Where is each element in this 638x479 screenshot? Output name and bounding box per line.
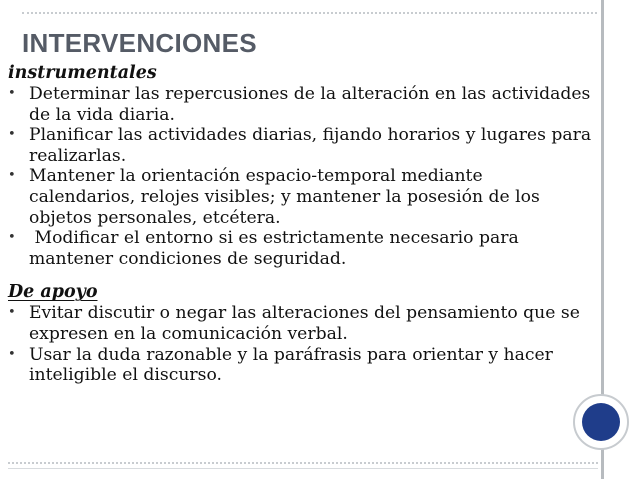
bullet-icon: • [8,346,16,362]
list-item-text: Determinar las repercusiones de la alteración en las actividades de la vida diaria. [29,84,591,125]
bullet-icon: • [8,305,16,321]
section-heading-instrumentales: instrumentales [8,63,157,83]
bottom-rule [8,468,598,469]
slide-title: INTERVENCIONES [22,28,257,58]
decorative-circle-icon [573,394,629,450]
list-item [8,84,593,125]
list-item [8,303,593,344]
top-dotted-divider [22,12,597,14]
list-item-text: Usar la duda razonable y la paráfrasis para orientar y hacer inteligible el discurso. [29,344,553,386]
list-item-text: Modificar el entorno si es estrictamente necesario para mantener condiciones de seguridad. [29,228,525,269]
section-heading-de-apoyo: De apoyo [8,282,98,303]
bullet-icon: • [8,230,16,246]
list-item [8,125,593,166]
list-item-text: Mantener la orientación espacio-temporal mediante calendarios, relojes visibles; y mantener la posesión de los objetos personales, etcétera. [29,166,540,228]
slide-content [8,62,593,386]
list-item [8,345,593,386]
bullet-icon: • [8,168,16,184]
bottom-dotted-divider [8,462,598,464]
bullet-icon: • [8,86,16,101]
list-item [8,166,593,228]
bullet-icon: • [8,127,16,143]
decorative-circle-fill [582,403,620,441]
bullet-list-instrumentales [8,84,593,269]
bullet-list-de-apoyo [8,303,593,385]
list-item [8,228,593,269]
list-item-text: Evitar discutir o negar las alteraciones del pensamiento que se expresen en la comunicación verbal. [29,303,580,344]
list-item-text: Planificar las actividades diarias, fijando horarios y lugares para realizarlas. [29,125,592,166]
